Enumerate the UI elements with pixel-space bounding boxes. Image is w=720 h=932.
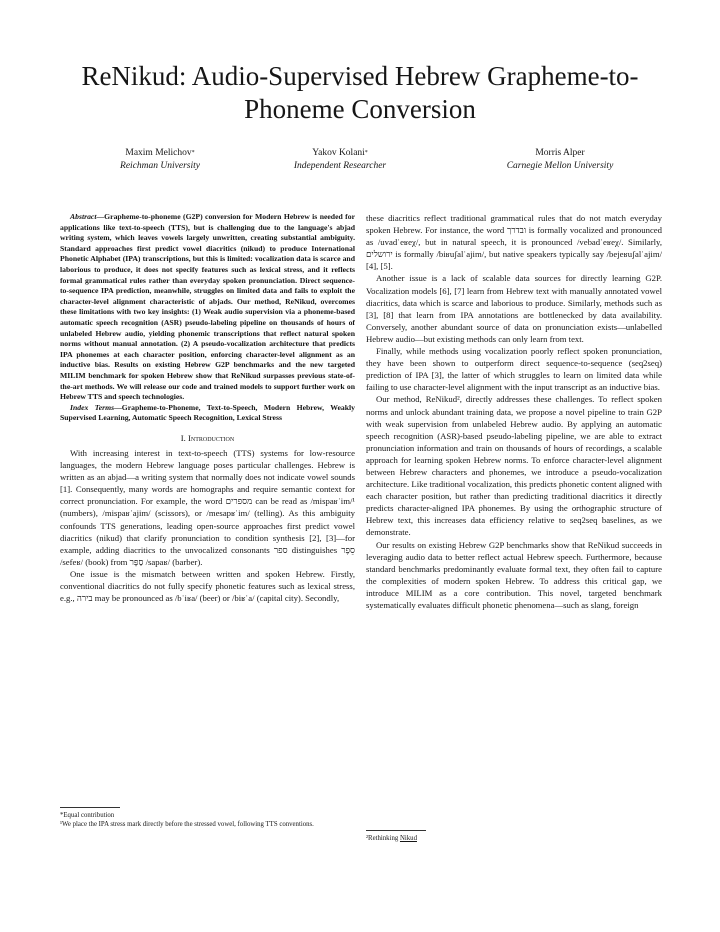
author-3 [460,147,660,173]
author-affiliation: Carnegie Mellon University [506,161,614,171]
footnote-underlined: Nikud [399,835,417,842]
left-column [60,212,355,604]
body-paragraph: Another issue is a lack of scalable data sources for directly learning G2P. Vocalization models [6], [7] learn from Hebrew text with manually annotated vowel diacritics, data which is scarce and laborious to produce. Similarly, methods such as [3], [8] that learn from IPA annotations are bottlenecked by data availability. Conversely, another abundant source of data on pronunciation exists—unlabelled Hebrew audio—but existing methods can only learn from text. [366,273,662,344]
author-2 [240,147,440,173]
footnote-rule [60,807,120,808]
footnote-right [366,835,662,844]
author-name: Morris Alper [535,148,585,158]
author-name: Maxim Melichov [125,148,192,158]
body-paragraph: With increasing interest in text-to-speech (TTS) systems for low-resource languages, the modern Hebrew language poses particular challenges. Hebrew is written as an abjad—a writing system that normally does not indicate vowel sounds [1]. Consequently, many words are homographs and require semantic context for correct pronunciation. For example, the word מספרים can be read as /mispaʁˈim/¹ (numbers), /mispaʁˈajim/ (scissors), or /mesapʁˈim/ (telling). As this ambiguity confounds TTS generations, leading open-source approaches first predict vowel diacritics (nikud) that clarify pronunciation to condition synthesis [2], [3]—for example, adding diacritics to the unvocalized consonants ספר distinguishes סֵפֶר /sefeʁ/ (book) from סַפָּר /sapaʁ/ (barber). [60,447,355,567]
abstract-text: —Grapheme-to-phoneme (G2P) conversion for Modern Hebrew is needed for applications like text-to-speech (TTS), but is challenging due to the language's abjad writing system, which leaves vowels largely unwritten, creating substantial ambiguity. Standard approaches first predict vowel diacritics (nikud) to produce International Phonetic Alphabet (IPA) transcriptions, but this is limited: vocalization data is scarce and laborious to produce, it does not specify features such as lexical stress, and it reflects formal grammatical rules rather than everyday spoken pronunciation. Direct sequence-to-sequence IPA prediction, meanwhile, struggles on limited data and fails to exploit the character-level alignment characteristic of abjads. Our method, ReNikud, overcomes these limitations with two key insights: (1) Weak audio supervision via a phoneme-based automatic speech recognition (ASR) pseudo-labeling pipeline on thousands of hours of unlabeled Hebrew audio, yielding phonemic transcriptions that reflect natural spoken norms without manual annotation. (2) A pseudo-vocalization architecture that predicts IPA phonemes at each character position, enforcing character-level alignment as an inductive bias. Results on existing Hebrew G2P benchmarks and the new targeted MILIM benchmark for spoken Hebrew show that ReNikud surpasses previous state-of-the-art methods. We will release our code and trained models to support further work on Hebrew TTS and speech technologies. [60,212,355,402]
author-mark: * [191,150,195,156]
body-paragraph: Our results on existing Hebrew G2P benchmarks show that ReNikud succeeds in leveraging audio data to better reflect actual Hebrew speech. Furthermore, because standard benchmarks predominantly evaluate formal text, they often fail to capture the complexities of modern spoken Hebrew. To address this critical gap, we introduce MILIM as a core contribution. This novel, targeted benchmark systematically evaluates difficult phonetic phenomena—such as slang, foreign [366,539,662,610]
footnote: *Equal contribution [60,812,115,819]
index-terms [60,403,355,424]
body-paragraph: these diacritics reflect traditional grammatical rules that do not match everyday spoken Hebrew. For instance, the word ובדרך is formally vocalized and pronounced as /uvadˈeʁeχ/, but in natural speech, it is pronounced /vebadˈeʁeχ/. Similarly, ירושלים is formally /biʁuʃalˈajim/, but native speakers typically say /bejeʁuʃalˈajim/ [4], [5]. [366,213,663,272]
abstract [60,212,355,403]
footnote-prefix: R [368,835,373,842]
footnote-number: ² [366,835,369,842]
footnote-text: ethinking [372,835,400,842]
footnotes-left [60,812,355,829]
author-mark: * [364,150,368,156]
footnote: ¹We place the IPA stress mark directly before the stressed vowel, following TTS conventions. [60,820,314,828]
body-paragraph: One issue is the mismatch between written and spoken Hebrew. Firstly, conventional diacritics do not fully specify phonetic features such as lexical stress, e.g., בירה may be pronounced as /bˈiʁa/ (beer) or /biʁˈa/ (capital city). Secondly, [60,568,355,604]
author-1 [60,147,260,173]
paper-title: ReNikud: Audio-Supervised Hebrew Grapheme-to-Phoneme Conversion [81,61,639,124]
body-paragraph: Finally, while methods using vocalization poorly reflect spoken pronunciation, they have been shown to outperform direct sequence-to-sequence (seq2seq) prediction of IPA [3], the latter of which struggles to learn on limited data while failing to use character-level alignment with the input transcript as an inductive bias. [366,346,662,393]
index-terms-lead: Index Terms [70,402,115,412]
section-heading: I. Introduction [180,432,235,443]
body-paragraph: Our method, ReNikud², directly addresses these challenges. To reflect spoken norms and unlock abundant training data, we propose a novel pipeline to train G2P with weak supervision from unlabeled Hebrew audio. By applying an automatic speech recognition (ASR)-based pseudo-labeling pipeline, we are able to extract pronunciation information and train on thousands of hours of recordings, a scalable approach for learning spoken Hebrew norms. To enforce character-level alignment between Hebrew characters and phonemes, we introduce a pseudo-vocalization architecture. Like traditional vocalization, this predicts phonetic content aligned with each character position, but rather than predicting traditional diacritics it directly predicts character-aligned IPA phonemes. By using the orthographic structure of Hebrew text, this increases data efficiency relative to seq2seq baselines, as we demonstrate. [366,394,662,538]
abstract-lead: Abstract [70,212,97,221]
author-name: Yakov Kolani [312,148,365,158]
author-affiliation: Reichman University [120,161,200,171]
index-terms-text: —Grapheme-to-Phoneme, Text-to-Speech, Modern Hebrew, Weakly Supervised Learning, Automatic Speech Recognition, Lexical Stress [60,402,355,423]
right-column [366,212,662,611]
footnote-rule [366,830,426,831]
author-affiliation: Independent Researcher [293,161,387,171]
